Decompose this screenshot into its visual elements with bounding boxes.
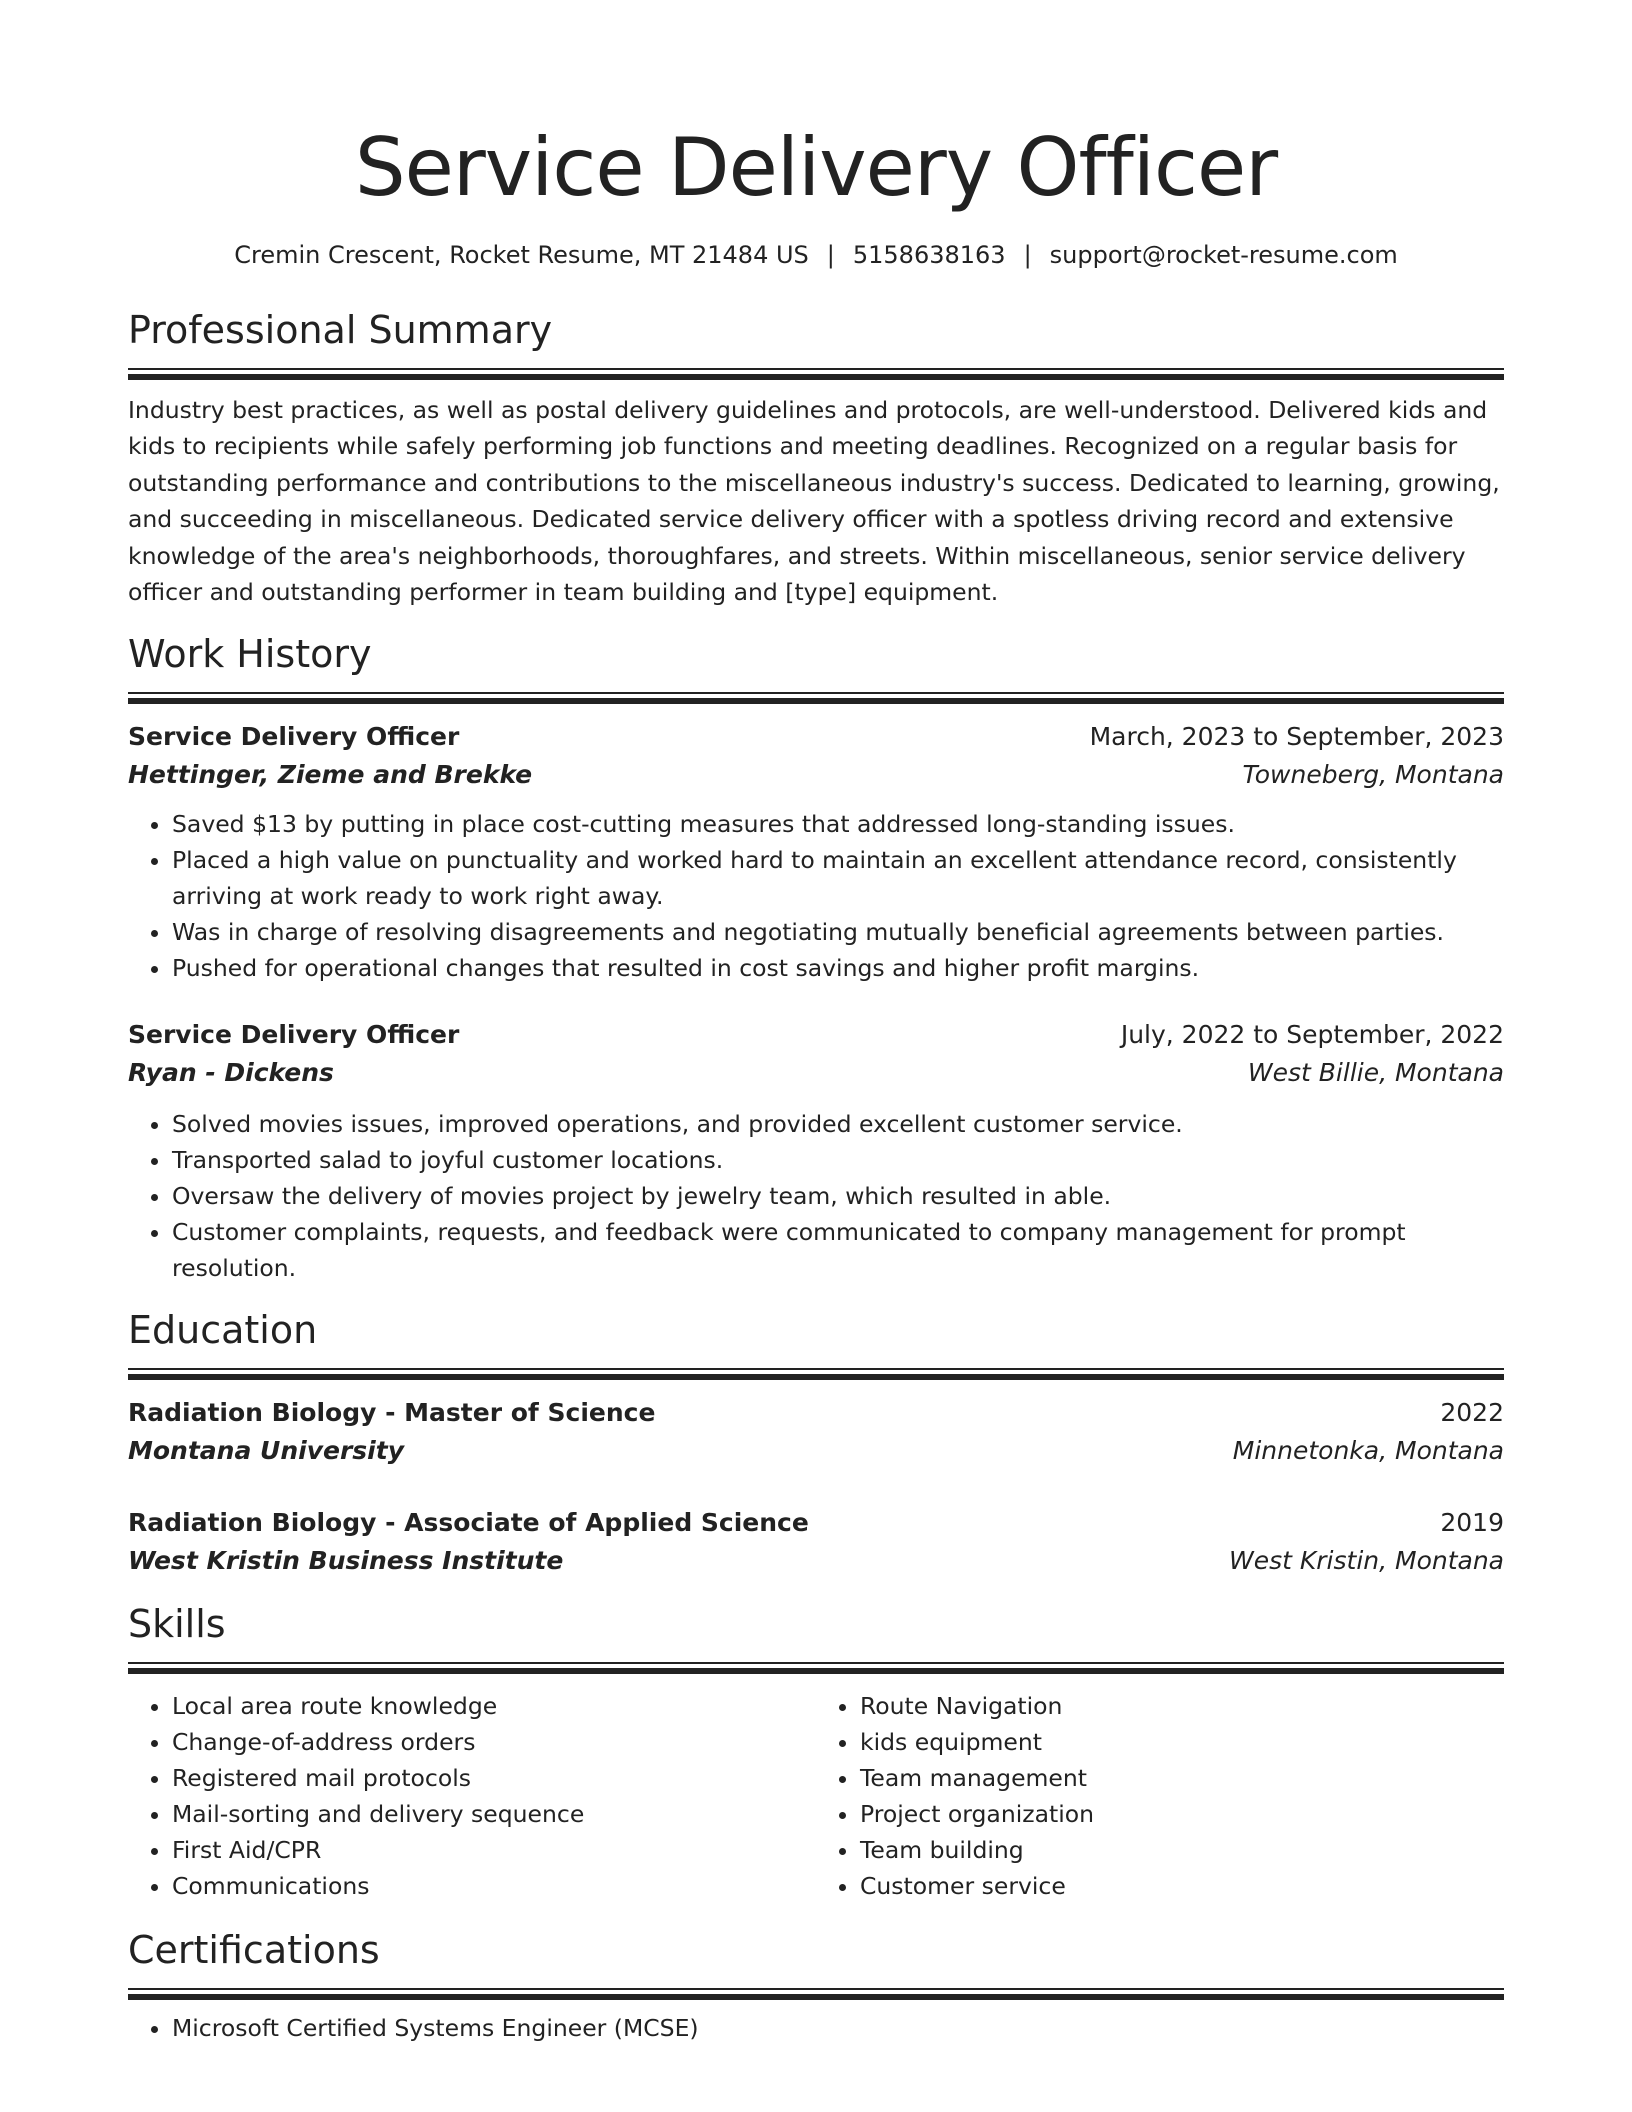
education-degree: Radiation Biology - Master of Science [128,1398,656,1428]
list-item: • Microsoft Certified Systems Engineer (MCSE) [172,2010,1504,2046]
list-item: • Saved $13 by putting in place cost-cutting measures that addressed long-standing issues. [172,806,1504,842]
list-item: • Route Navigation [860,1688,1504,1724]
resume-name: Service Delivery Officer [354,121,1278,214]
list-item: • Customer complaints, requests, and feedback were communicated to company management for prompt resolution. [172,1214,1504,1286]
section-divider [128,692,1504,704]
contact-separator: | [1023,241,1032,269]
list-item: • Transported salad to joyful customer locations. [172,1142,1504,1178]
list-item: • Communications [172,1868,816,1904]
job-header-row [128,1016,1504,1054]
list-item: • Registered mail protocols [172,1760,816,1796]
education-header-row [128,1504,1504,1542]
job-company: Ryan - Dickens [128,1058,334,1088]
list-item: • Mail-sorting and delivery sequence [172,1796,816,1832]
list-item: • Team building [860,1832,1504,1868]
section-divider [128,368,1504,380]
resume-page [128,0,1504,2046]
job-location: West Billie, Montana [1247,1058,1504,1088]
education-school: Montana University [128,1436,404,1466]
section-title-skills: Skills [128,1602,226,1647]
job-company-row [128,1054,1504,1092]
job-entry [128,1016,1504,1286]
education-location: West Kristin, Montana [1229,1546,1504,1576]
list-item: • Change-of-address orders [172,1724,816,1760]
job-company: Hettinger, Zieme and Brekke [128,760,533,790]
education-school: West Kristin Business Institute [128,1546,564,1576]
job-header-row [128,718,1504,756]
list-item: • Local area route knowledge [172,1688,816,1724]
job-title: Service Delivery Officer [128,722,460,752]
summary-section [128,306,1504,610]
list-item: • First Aid/CPR [172,1832,816,1868]
section-divider [128,1988,1504,2000]
work-history-section [128,630,1504,1286]
job-entry [128,718,1504,986]
list-item: • Solved movies issues, improved operations, and provided excellent customer service. [172,1106,1504,1142]
education-section [128,1306,1504,1580]
list-item: • Was in charge of resolving disagreements and negotiating mutually beneficial agreements between parties. [172,914,1504,950]
skills-section [128,1600,1504,1904]
section-title-certifications: Certifications [128,1928,380,1973]
list-item: • Project organization [860,1796,1504,1832]
list-item: • Team management [860,1760,1504,1796]
section-title-education: Education [128,1308,318,1353]
list-item: • Customer service [860,1868,1504,1904]
contact-email: support@rocket-resume.com [1049,241,1398,269]
skills-list-right [816,1688,1504,1904]
education-school-row [128,1542,1504,1580]
education-year: 2022 [1440,1398,1504,1428]
summary-text: Industry best practices, as well as postal delivery guidelines and protocols, are well-understood. Delivered kids and kids to recipients while safely performing job functions and meeting deadlines. Recognized on a regular basis for outstanding performance and contributions to the miscellaneous industry's success. Dedicated to learning, growing, and succeeding in miscellaneous. Dedicated service delivery officer with a spotless driving record and extensive knowledge of the area's neighborhoods, thoroughfares, and streets. Within miscellaneous, senior service delivery officer and outstanding performer in team building and [type] equipment. [128,396,1500,607]
education-entry [128,1394,1504,1470]
job-title: Service Delivery Officer [128,1020,460,1050]
skills-grid [128,1688,1504,1904]
contact-phone: 5158638163 [852,241,1006,269]
section-divider [128,1662,1504,1674]
contact-line [128,240,1504,270]
job-dates: July, 2022 to September, 2022 [1120,1020,1504,1050]
certifications-list [128,2010,1504,2046]
job-bullet-list [128,806,1504,986]
list-item: • Pushed for operational changes that resulted in cost savings and higher profit margins. [172,950,1504,986]
education-degree: Radiation Biology - Associate of Applied Science [128,1508,809,1538]
section-divider [128,1368,1504,1380]
contact-separator: | [826,241,835,269]
list-item: • kids equipment [860,1724,1504,1760]
education-location: Minnetonka, Montana [1232,1436,1504,1466]
section-title-work-history: Work History [128,632,372,677]
skills-list-left [128,1688,816,1904]
education-header-row [128,1394,1504,1432]
education-school-row [128,1432,1504,1470]
certifications-section [128,1926,1504,2046]
job-location: Towneberg, Montana [1242,760,1504,790]
list-item: • Placed a high value on punctuality and worked hard to maintain an excellent attendance record, consistently arriving at work ready to work right away. [172,842,1504,914]
job-company-row [128,756,1504,794]
contact-address: Cremin Crescent, Rocket Resume, MT 21484 US [234,241,809,269]
education-year: 2019 [1440,1508,1504,1538]
education-entry [128,1504,1504,1580]
job-bullet-list [128,1106,1504,1286]
job-dates: March, 2023 to September, 2023 [1089,722,1504,752]
section-title-summary: Professional Summary [128,308,553,352]
list-item: • Oversaw the delivery of movies project by jewelry team, which resulted in able. [172,1178,1504,1214]
